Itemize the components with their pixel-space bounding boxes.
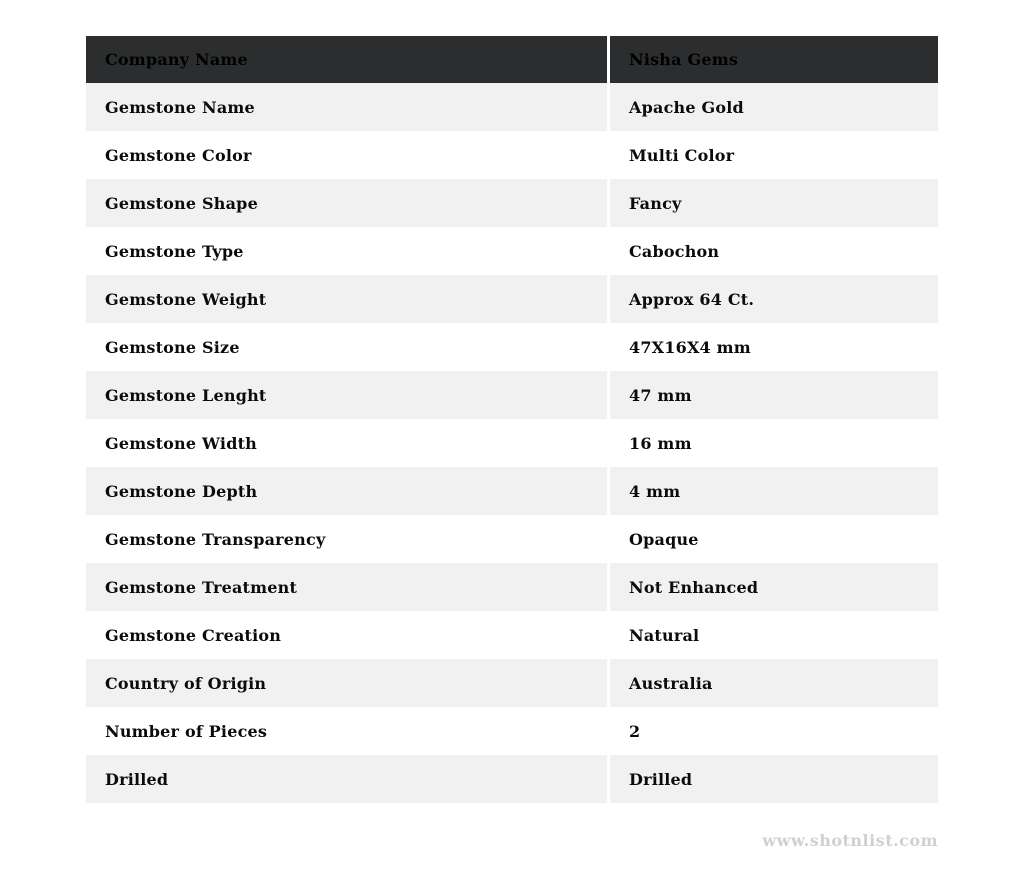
row-label-cell: Gemstone Type	[86, 227, 610, 275]
table-row	[86, 131, 938, 179]
row-value-cell: Multi Color	[629, 145, 735, 165]
row-value-cell: Opaque	[629, 529, 699, 549]
row-label-cell: Gemstone Name	[86, 83, 610, 131]
table-row	[86, 515, 938, 563]
table-row	[86, 467, 938, 515]
row-label-cell: Country of Origin	[86, 659, 610, 707]
row-label-cell: Gemstone Color	[86, 131, 610, 179]
row-value-cell: Cabochon	[629, 241, 720, 261]
row-label-cell: Gemstone Depth	[86, 467, 610, 515]
row-value-cell: Natural	[629, 625, 700, 645]
table-row	[86, 611, 938, 659]
table-row	[86, 227, 938, 275]
row-label-cell: Drilled	[86, 755, 610, 803]
watermark-text: www.shotnlist.com	[762, 831, 938, 850]
row-value-cell: 2	[629, 721, 641, 741]
table-row	[86, 563, 938, 611]
row-label-cell: Gemstone Width	[86, 419, 610, 467]
table-row	[86, 179, 938, 227]
row-label-cell: Number of Pieces	[86, 707, 610, 755]
row-value-cell: 4 mm	[629, 481, 681, 501]
row-label-cell: Gemstone Weight	[86, 275, 610, 323]
table-body	[86, 83, 938, 803]
table-row	[86, 419, 938, 467]
table-row	[86, 83, 938, 131]
row-value-cell: Fancy	[629, 193, 682, 213]
row-label-cell: Gemstone Treatment	[86, 563, 610, 611]
row-value-cell: Not Enhanced	[629, 577, 759, 597]
table-row	[86, 755, 938, 803]
row-label-cell: Gemstone Shape	[86, 179, 610, 227]
table-row	[86, 371, 938, 419]
row-value-cell: Australia	[629, 673, 713, 693]
row-value-cell: Drilled	[629, 769, 693, 789]
row-label-cell: Gemstone Lenght	[86, 371, 610, 419]
row-value-cell: 47 mm	[629, 385, 692, 405]
table-row	[86, 659, 938, 707]
table-header-row	[86, 36, 938, 83]
row-value-cell: 47X16X4 mm	[629, 337, 751, 357]
row-value-cell: Apache Gold	[629, 97, 744, 117]
row-label-cell: Gemstone Creation	[86, 611, 610, 659]
row-label-cell: Gemstone Transparency	[86, 515, 610, 563]
table-row	[86, 323, 938, 371]
table-row	[86, 707, 938, 755]
row-label-cell: Gemstone Size	[86, 323, 610, 371]
gemstone-spec-table	[86, 36, 938, 803]
row-value-cell: 16 mm	[629, 433, 692, 453]
table-row	[86, 275, 938, 323]
table-header-value: Nisha Gems	[629, 50, 739, 69]
row-value-cell: Approx 64 Ct.	[629, 289, 755, 309]
table-header-label: Company Name	[86, 36, 610, 83]
